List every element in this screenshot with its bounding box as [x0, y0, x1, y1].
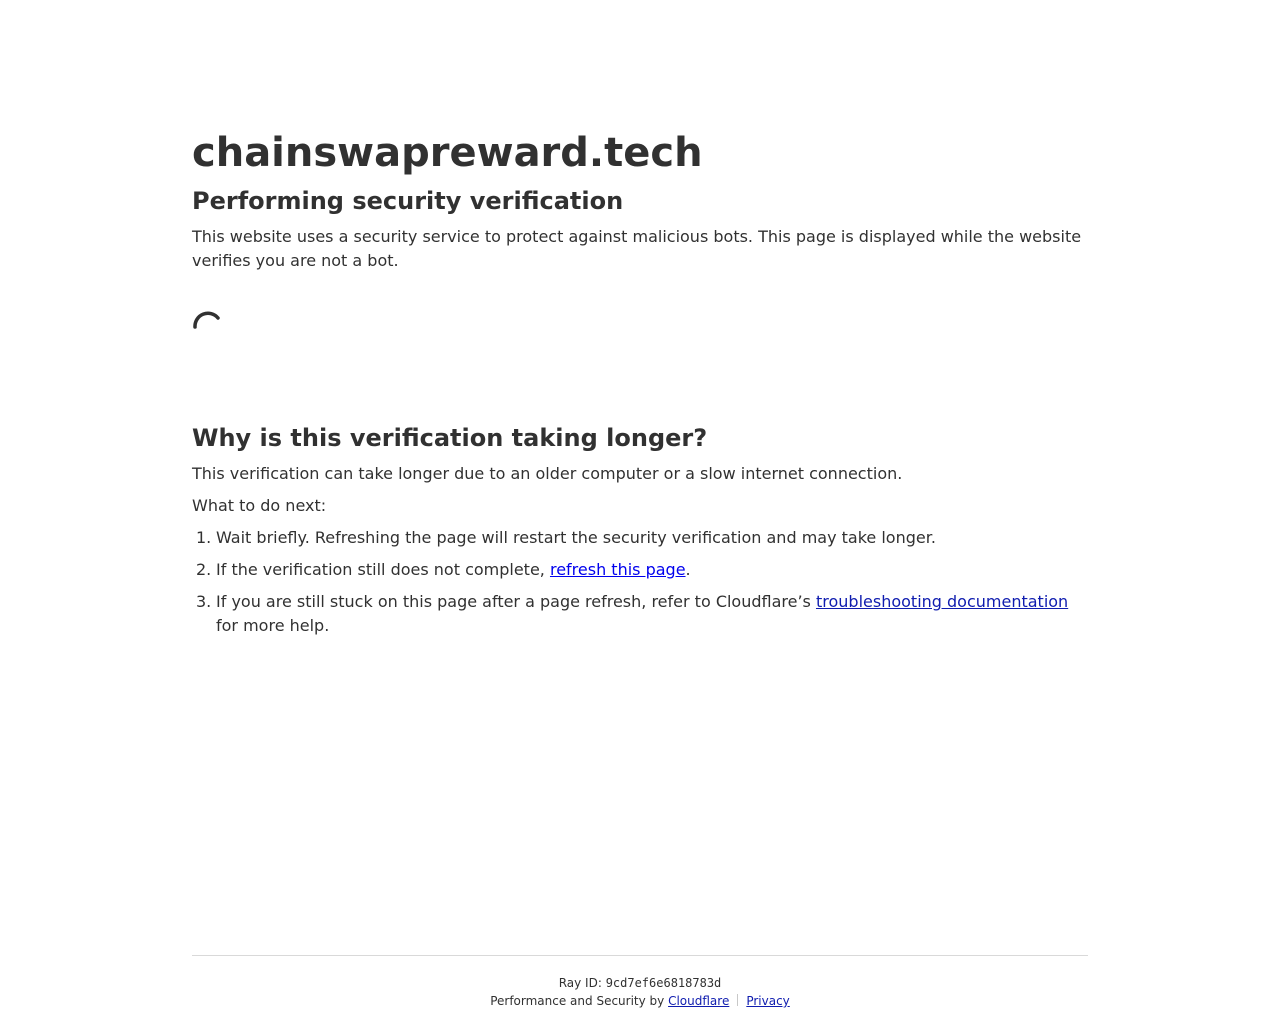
site-title: chainswapreward.tech: [192, 130, 703, 176]
next-steps-list: [192, 526, 1088, 638]
step-number: 1.: [196, 528, 212, 547]
ray-id-line: [192, 974, 1088, 992]
step-number: 2.: [196, 560, 212, 579]
main-content: [192, 128, 1088, 646]
refresh-page-link[interactable]: refresh this page: [549, 560, 686, 579]
cloudflare-link[interactable]: Cloudflare: [668, 994, 730, 1008]
verification-description: This website uses a security service to protect against malicious bots. This page is displayed while the website verifies you are not a bot.: [192, 227, 1082, 270]
step-text-after: for more help.: [216, 616, 330, 635]
step-2: [192, 558, 1088, 582]
performance-line: [192, 992, 1088, 1010]
why-section: [192, 423, 1088, 638]
step-text: Wait briefly. Refreshing the page will restart the security verification and may take longer.: [216, 528, 936, 547]
loading-spinner-icon: [192, 311, 222, 341]
why-description: This verification can take longer due to an older computer or a slow internet connection.: [192, 464, 903, 483]
step-number: 3.: [196, 592, 212, 611]
footer: [192, 955, 1088, 1010]
why-heading: Why is this verification taking longer?: [192, 424, 708, 452]
verification-heading: Performing security verification: [192, 187, 624, 215]
step-text-after: .: [685, 560, 691, 579]
privacy-link[interactable]: Privacy: [746, 994, 790, 1008]
step-text-before: If you are still stuck on this page after a page refresh, refer to Cloudflare’s: [216, 592, 816, 611]
spinner-container: [192, 311, 1088, 371]
footer-separator: [737, 994, 738, 1006]
ray-id-value: 9cd7ef6e6818783d: [605, 976, 722, 990]
next-steps-label: What to do next:: [192, 496, 327, 515]
step-text-before: If the verification still does not complete,: [216, 560, 550, 579]
troubleshooting-docs-link[interactable]: troubleshooting documentation: [815, 592, 1069, 611]
performance-text: Performance and Security by: [490, 994, 669, 1008]
step-1: [192, 526, 1088, 550]
ray-id-label: Ray ID:: [558, 976, 606, 990]
step-3: [192, 590, 1088, 638]
